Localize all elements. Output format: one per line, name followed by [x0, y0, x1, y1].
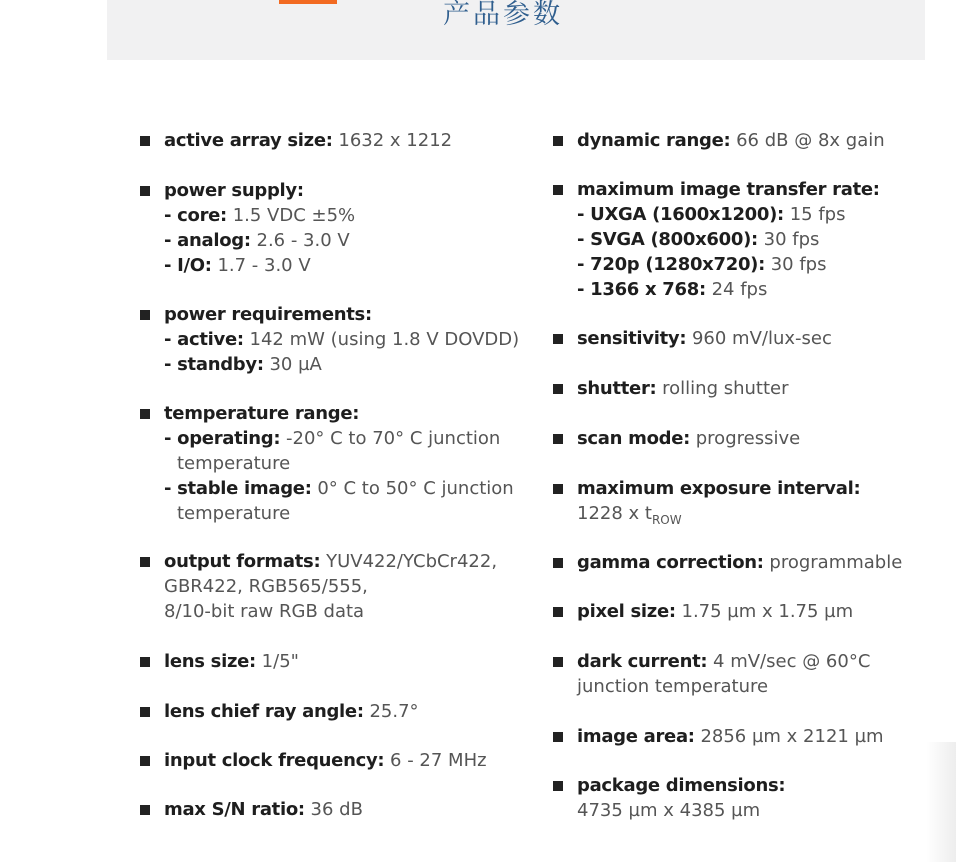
spec-label: dark current:: [577, 651, 708, 672]
spec-item-body: [577, 649, 870, 699]
spec-value: YUV422/YCbCr422,: [320, 551, 498, 572]
spec-label: active array size:: [164, 130, 333, 151]
spec-row: [577, 599, 853, 624]
spec-item: [140, 748, 487, 773]
spec-value: 24 fps: [705, 279, 768, 300]
spec-item-body: [577, 599, 853, 624]
spec-value: 1.75 µm x 1.75 µm: [675, 601, 854, 622]
bullet-square-icon: [140, 805, 150, 815]
spec-row: [164, 599, 497, 624]
spec-row: [577, 501, 860, 533]
spec-row: [577, 649, 870, 674]
spec-row: [164, 649, 299, 674]
spec-label: - active:: [164, 329, 244, 350]
spec-row: [164, 748, 487, 773]
spec-label: maximum exposure interval:: [577, 478, 861, 499]
bullet-square-icon: [553, 657, 563, 667]
spec-value: 30 µA: [263, 354, 322, 375]
spec-row: [164, 401, 514, 426]
spec-item: [140, 178, 355, 278]
spec-value: 142 mW (using 1.8 V DOVDD): [243, 329, 520, 350]
spec-value: programmable: [763, 552, 903, 573]
spec-value: GBR422, RGB565/555,: [164, 576, 368, 597]
spec-label: - core:: [164, 205, 227, 226]
spec-value: 66 dB @ 8x gain: [730, 130, 885, 151]
spec-row: [164, 302, 519, 327]
spec-item-body: [164, 797, 363, 822]
spec-label: - 1366 x 768:: [577, 279, 706, 300]
spec-row: [577, 798, 785, 823]
spec-row: [577, 277, 880, 302]
spec-value: 1/5": [255, 651, 299, 672]
spec-value: 6 - 27 MHz: [384, 750, 487, 771]
spec-row: [577, 252, 880, 277]
spec-value: rolling shutter: [656, 378, 789, 399]
accent-line: [279, 0, 337, 4]
spec-value: temperature: [177, 453, 291, 474]
spec-row: [164, 352, 519, 377]
bullet-square-icon: [553, 607, 563, 617]
spec-item-body: [164, 401, 514, 526]
spec-row: [577, 227, 880, 252]
spec-item: [553, 724, 884, 749]
spec-item-body: [577, 550, 902, 575]
spec-value: 1.5 VDC ±5%: [226, 205, 356, 226]
spec-item: [553, 773, 785, 823]
spec-item-body: [164, 302, 519, 377]
spec-item: [553, 326, 832, 351]
spec-label: max S/N ratio:: [164, 799, 305, 820]
spec-item: [553, 376, 789, 401]
spec-item: [553, 649, 870, 699]
spec-label: shutter:: [577, 378, 657, 399]
spec-item-body: [164, 549, 497, 624]
spec-label: power requirements:: [164, 304, 372, 325]
bullet-square-icon: [553, 484, 563, 494]
bullet-square-icon: [140, 186, 150, 196]
bullet-square-icon: [553, 384, 563, 394]
spec-value: 960 mV/lux-sec: [686, 328, 832, 349]
spec-label: package dimensions:: [577, 775, 786, 796]
bullet-square-icon: [140, 136, 150, 146]
bullet-square-icon: [140, 657, 150, 667]
spec-label: - stable image:: [164, 478, 312, 499]
spec-label: - I/O:: [164, 255, 212, 276]
spec-item-body: [577, 724, 884, 749]
spec-item-body: [164, 699, 419, 724]
spec-label: gamma correction:: [577, 552, 764, 573]
spec-item: [140, 649, 299, 674]
spec-value: junction temperature: [577, 676, 769, 697]
spec-value: 30 fps: [757, 229, 820, 250]
spec-row: [164, 128, 452, 153]
bullet-square-icon: [553, 732, 563, 742]
spec-value: 1632 x 1212: [332, 130, 453, 151]
bullet-square-icon: [140, 310, 150, 320]
spec-row: [164, 228, 355, 253]
spec-item: [553, 426, 800, 451]
spec-item-body: [577, 426, 800, 451]
spec-value: 15 fps: [783, 204, 846, 225]
spec-row: [164, 549, 497, 574]
spec-item-body: [164, 748, 487, 773]
spec-item-body: [164, 178, 355, 278]
spec-item: [553, 177, 880, 302]
spec-row: [164, 501, 514, 526]
spec-row: [164, 797, 363, 822]
spec-item: [140, 699, 419, 724]
spec-label: output formats:: [164, 551, 321, 572]
spec-value: 30 fps: [765, 254, 827, 275]
spec-item-body: [577, 128, 885, 153]
spec-item: [553, 599, 853, 624]
bullet-square-icon: [553, 334, 563, 344]
spec-item: [140, 128, 452, 153]
spec-label: dynamic range:: [577, 130, 731, 151]
spec-item-body: [164, 649, 299, 674]
spec-item: [140, 302, 519, 377]
spec-label: - standby:: [164, 354, 264, 375]
spec-row: [577, 550, 902, 575]
spec-row: [577, 128, 885, 153]
edge-shadow: [926, 742, 956, 862]
spec-label: maximum image transfer rate:: [577, 179, 880, 200]
spec-item-body: [577, 326, 832, 351]
spec-row: [164, 253, 355, 278]
spec-row: [164, 476, 514, 501]
spec-label: input clock frequency:: [164, 750, 385, 771]
spec-label: image area:: [577, 726, 695, 747]
spec-row: [164, 178, 355, 203]
spec-label: scan mode:: [577, 428, 691, 449]
spec-item: [140, 549, 497, 624]
spec-item-body: [577, 476, 860, 533]
spec-label: lens chief ray angle:: [164, 701, 364, 722]
spec-row: [577, 773, 785, 798]
spec-row: [577, 426, 800, 451]
spec-label: lens size:: [164, 651, 256, 672]
spec-value: progressive: [690, 428, 801, 449]
spec-value: 1228 x t: [577, 503, 652, 524]
spec-item-body: [577, 773, 785, 823]
page-title: 产品参数: [443, 0, 563, 30]
spec-row: [577, 326, 832, 351]
spec-label: temperature range:: [164, 403, 360, 424]
spec-item: [140, 797, 363, 822]
bullet-square-icon: [140, 756, 150, 766]
spec-item-body: [577, 177, 880, 302]
spec-row: [577, 202, 880, 227]
spec-row: [164, 451, 514, 476]
bullet-square-icon: [553, 434, 563, 444]
spec-label: pixel size:: [577, 601, 676, 622]
spec-value-subscript: ROW: [651, 513, 682, 527]
bullet-square-icon: [553, 185, 563, 195]
spec-label: - SVGA (800x600):: [577, 229, 758, 250]
spec-row: [164, 426, 514, 451]
spec-row: [577, 177, 880, 202]
spec-label: - 720p (1280x720):: [577, 254, 765, 275]
bullet-square-icon: [553, 558, 563, 568]
spec-value: 8/10-bit raw RGB data: [164, 601, 365, 622]
spec-label: power supply:: [164, 180, 304, 201]
spec-value: 4 mV/sec @ 60°C: [707, 651, 871, 672]
bullet-square-icon: [140, 409, 150, 419]
spec-item: [553, 476, 860, 533]
spec-row: [164, 327, 519, 352]
spec-item: [140, 401, 514, 526]
spec-value: -20° C to 70° C junction: [280, 428, 501, 449]
spec-value: temperature: [177, 503, 291, 524]
spec-item-body: [164, 128, 452, 153]
bullet-square-icon: [140, 707, 150, 717]
spec-label: - analog:: [164, 230, 251, 251]
spec-label: - UXGA (1600x1200):: [577, 204, 784, 225]
spec-value: 36 dB: [304, 799, 363, 820]
spec-row: [577, 724, 884, 749]
spec-value: 4735 µm x 4385 µm: [577, 800, 761, 821]
spec-value: 0° C to 50° C junction: [311, 478, 514, 499]
spec-value: 2856 µm x 2121 µm: [694, 726, 884, 747]
spec-row: [577, 476, 860, 501]
spec-row: [164, 203, 355, 228]
spec-label: - operating:: [164, 428, 281, 449]
bullet-square-icon: [140, 557, 150, 567]
spec-row: [577, 674, 870, 699]
spec-value: 2.6 - 3.0 V: [250, 230, 350, 251]
spec-label: sensitivity:: [577, 328, 687, 349]
spec-item: [553, 128, 885, 153]
spec-value: 1.7 - 3.0 V: [211, 255, 311, 276]
spec-item: [553, 550, 902, 575]
spec-item-body: [577, 376, 789, 401]
spec-row: [164, 699, 419, 724]
bullet-square-icon: [553, 781, 563, 791]
spec-row: [577, 376, 789, 401]
spec-value: 25.7°: [363, 701, 419, 722]
bullet-square-icon: [553, 136, 563, 146]
spec-row: [164, 574, 497, 599]
